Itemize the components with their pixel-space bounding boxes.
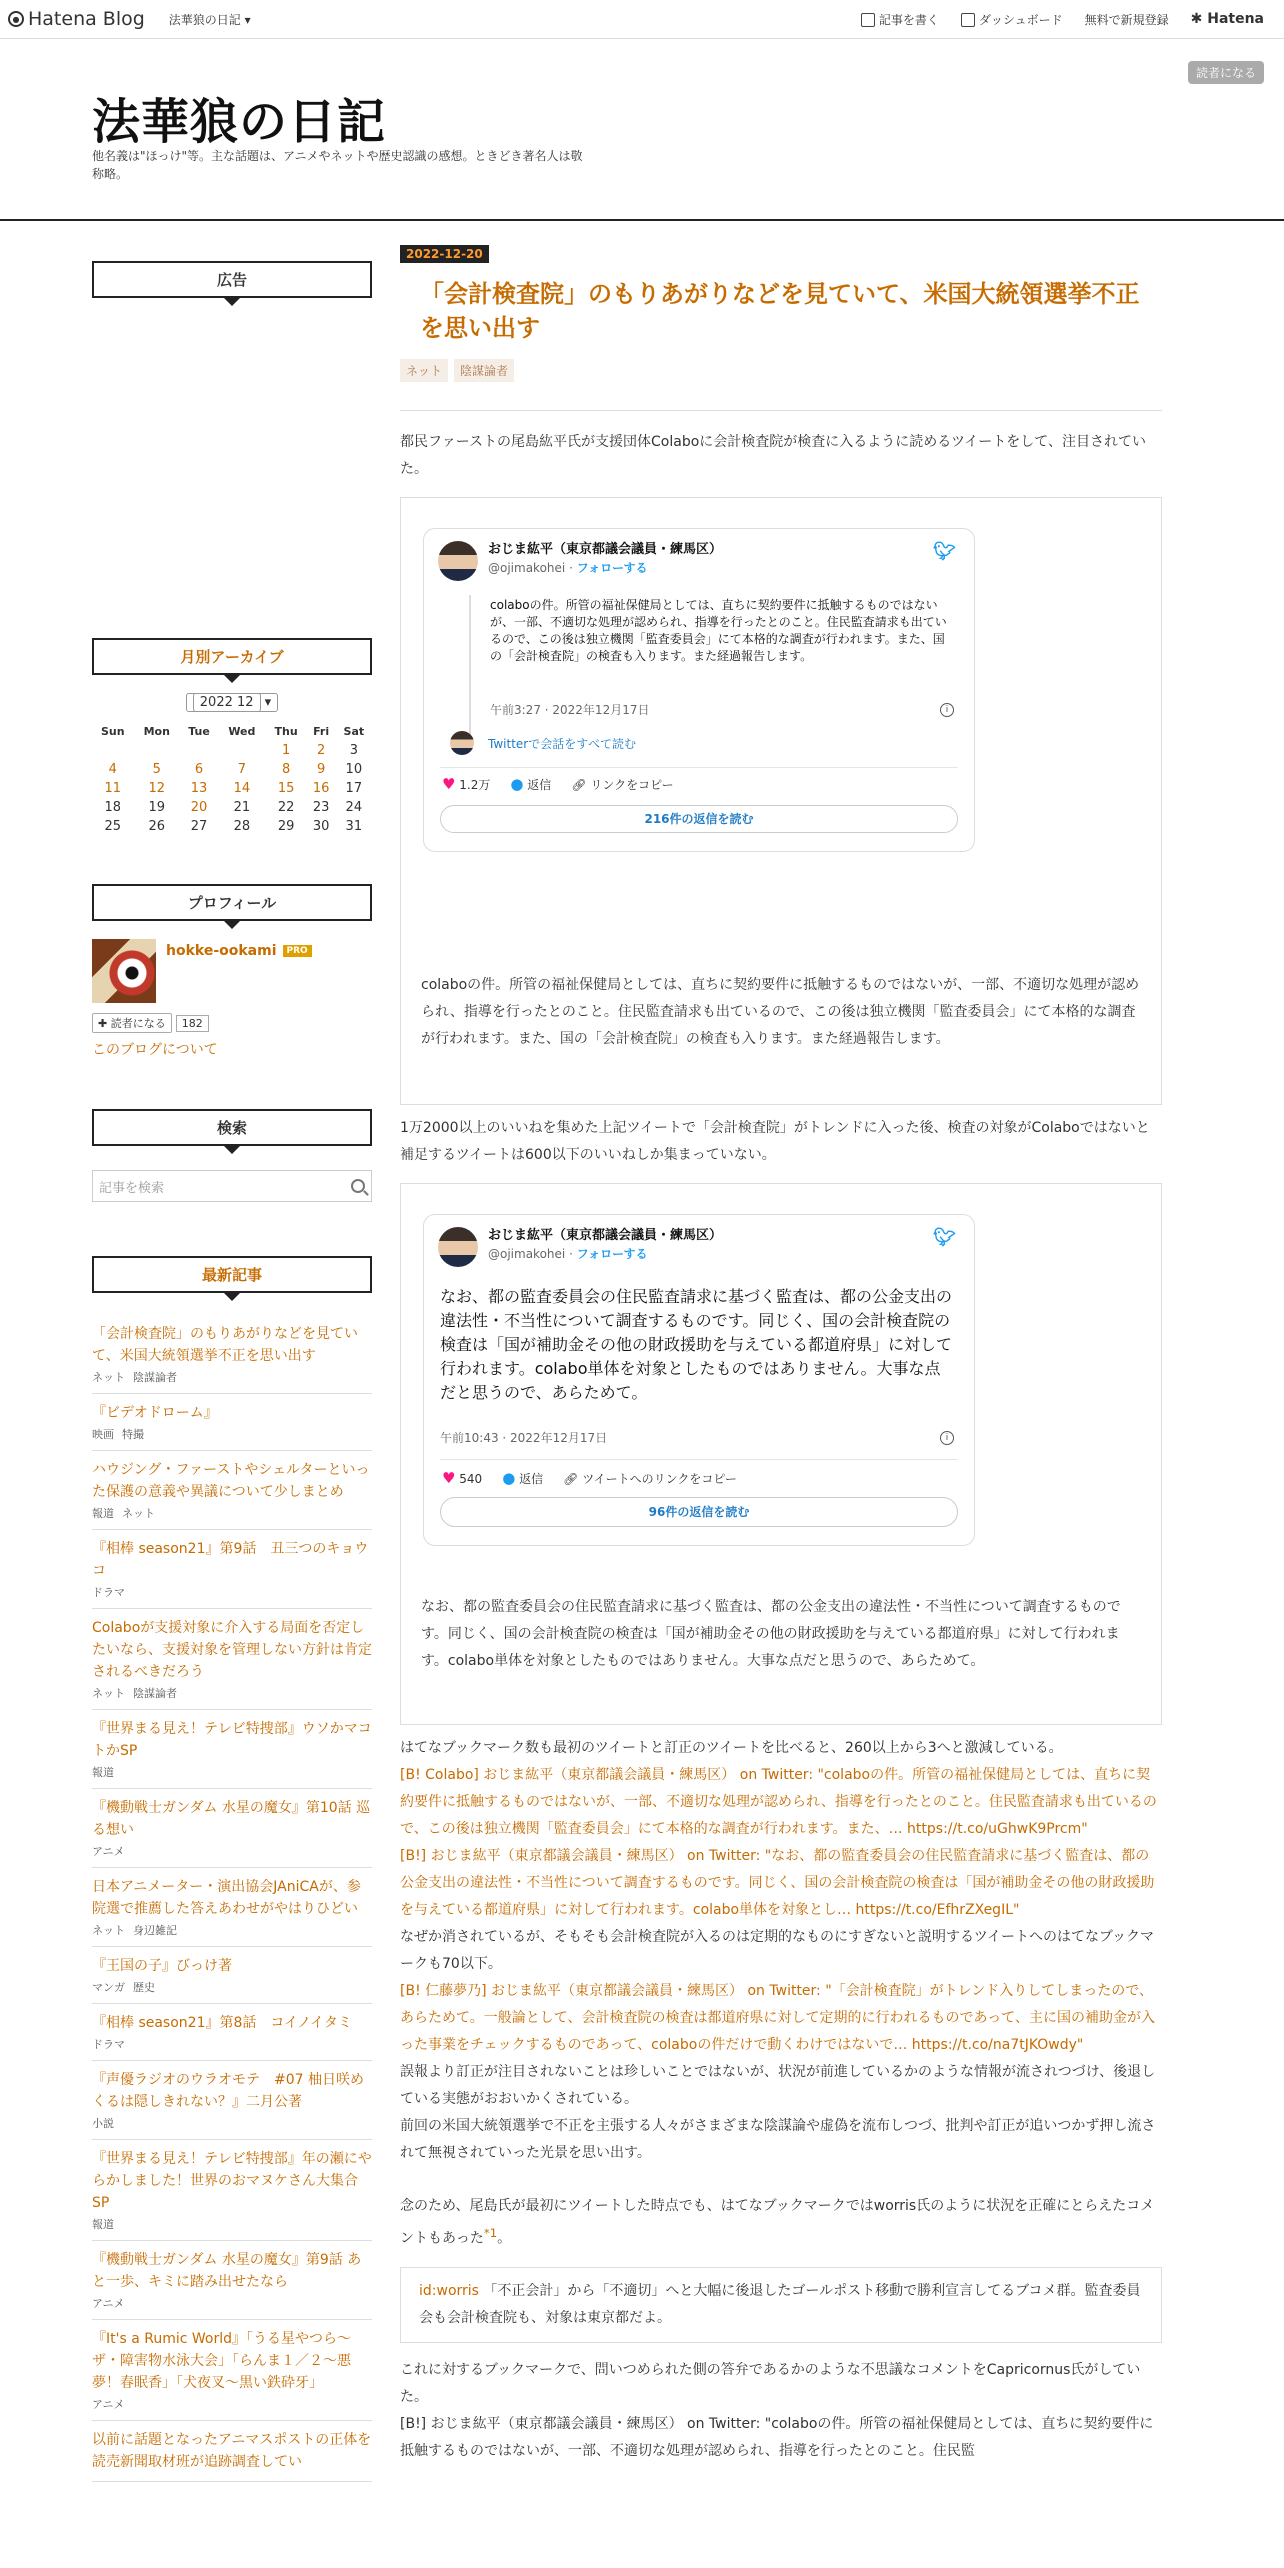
recent-item bbox=[92, 1789, 372, 1868]
calendar-day bbox=[218, 741, 266, 760]
profile-heading: プロフィール bbox=[92, 884, 372, 921]
calendar-day: 28 bbox=[233, 819, 251, 834]
info-icon[interactable]: i bbox=[940, 1431, 954, 1445]
calendar-day-link[interactable]: 15 bbox=[277, 781, 295, 796]
divider bbox=[440, 767, 958, 768]
blog-description: 他名義は"ほっけ"等。主な話題は、アニメやネットや歴史認識の感想。ときどき著名人は敬称略。 bbox=[92, 149, 583, 181]
paragraph: 誤報より訂正が注目されないことは珍しいことではないが、状況が前進しているかのような情報が流されつづけ、後退している実態がおおいかくされている。 bbox=[400, 2064, 1156, 2107]
twitter-bird-icon[interactable]: 🐦︎ bbox=[933, 1227, 956, 1248]
dashboard-button[interactable] bbox=[961, 11, 1063, 28]
recent-item-title[interactable]: 『世界まる見え！テレビ特捜部』年の瀬にやらかしました！世界のおマヌケさん大集合SP bbox=[92, 2151, 372, 2211]
calendar-day: 27 bbox=[190, 819, 208, 834]
search-icon[interactable] bbox=[351, 1179, 365, 1193]
recent-item-categories bbox=[92, 2036, 372, 2052]
calendar-day-link[interactable]: 6 bbox=[194, 762, 204, 777]
paragraph: 1万2000以上のいいねを集めた上記ツイートで「会計検査院」がトレンドに入った後、検査の対象がColaboではないと補足するツイートは600以下のいいねしか集まっていない。 bbox=[400, 1120, 1150, 1163]
calendar-day bbox=[134, 741, 180, 760]
recent-list bbox=[92, 1315, 372, 2482]
calendar-day: 26 bbox=[148, 819, 166, 834]
tweet-header bbox=[424, 529, 974, 581]
calendar-day: 23 bbox=[312, 800, 330, 815]
recent-item bbox=[92, 1609, 372, 1710]
recent-item-title[interactable]: 『世界まる見え！テレビ特捜部』ウソかマコトかSP bbox=[92, 1721, 372, 1759]
archive-select[interactable]: 2022 12 ▾ bbox=[92, 695, 372, 710]
calendar-day-link[interactable]: 7 bbox=[237, 762, 246, 777]
category-link[interactable]: ドラマ bbox=[92, 2038, 125, 2051]
calendar bbox=[92, 722, 372, 836]
read-replies-button[interactable]: 96件の返信を読む bbox=[440, 1497, 958, 1527]
recent-item bbox=[92, 2004, 372, 2061]
tweet-time[interactable]: 午前3:27 · 2022年12月17日 bbox=[490, 703, 650, 717]
reply-label: 返信 bbox=[527, 778, 552, 792]
signup-link[interactable]: 無料で新規登録 bbox=[1084, 12, 1169, 27]
like-button[interactable] bbox=[442, 1469, 482, 1487]
recent-item-categories bbox=[92, 1369, 372, 1385]
calendar-day-header: Sat bbox=[343, 725, 365, 738]
tweet-handle-row: @ojimakohei · フォローする bbox=[488, 561, 648, 575]
calendar-day: 17 bbox=[345, 781, 363, 796]
recent-item bbox=[92, 2320, 372, 2421]
paragraph: はてなブックマーク数も最初のツイートと訂正のツイートを比べると、260以上から3へと激減している。 bbox=[400, 1740, 1063, 1756]
recent-item bbox=[92, 1710, 372, 1789]
user-id-link[interactable]: id:worris bbox=[419, 2282, 479, 2299]
recent-item-categories bbox=[92, 1685, 372, 1701]
recent-item-categories bbox=[92, 1979, 372, 1995]
category-link[interactable]: 小説 bbox=[92, 2117, 114, 2130]
recent-item-categories bbox=[92, 2115, 372, 2131]
tweet-handle[interactable]: @ojimakohei bbox=[488, 561, 566, 575]
search-heading: 検索 bbox=[92, 1109, 372, 1146]
comment-text: 「不正会計」から「不適切」へと大幅に後退したゴールポスト移動で勝利宣言してるブコメ群。監査委員会も会計検査院も、対象は東京都だよ。 bbox=[419, 2282, 1141, 2326]
calendar-day-link[interactable]: 13 bbox=[190, 781, 208, 796]
paragraph bbox=[400, 2193, 1162, 2253]
calendar-day-link[interactable]: 14 bbox=[233, 781, 251, 796]
avatar[interactable] bbox=[92, 939, 156, 1003]
tweet-quote: colaboの件。所管の福祉保健局としては、直ちに契約要件に抵触するものではないが、一部、不適切な処理が認められ、指導を行ったとのこと。住民監査請求も出ているので、この後は独立機関「監査委員会」にて本格的な調査が行われます。また、国の「会計検査院」の検査も入ります。また経過報告します。 bbox=[421, 977, 1140, 1047]
follow-label: 読者になる bbox=[110, 1017, 166, 1030]
recent-item-categories bbox=[92, 2396, 372, 2412]
thread-line bbox=[469, 595, 471, 745]
recent-item-title[interactable]: Colaboが支援対象に介入する局面を否定したいなら、支援対象を管理しない方針は肯定されるべきだろう bbox=[92, 1620, 372, 1680]
calendar-day-header: Mon bbox=[143, 725, 170, 738]
blog-menu[interactable]: 法華狼の日記 ▾ bbox=[168, 12, 251, 27]
calendar-day-link[interactable]: 2 bbox=[316, 743, 326, 758]
tweet-text: なお、都の監査委員会の住民監査請求に基づく監査は、都の公金支出の違法性・不当性について調査するものです。同じく、国の会計検査院の検査は「国が補助金その他の財政援助を与えている都道府県」に対して行われます。colabo単体を対象としたものではありません。大事な点だと思うので、あらためて。 bbox=[440, 1287, 953, 1402]
calendar-day-link[interactable]: 16 bbox=[312, 781, 330, 796]
recent-item-categories bbox=[92, 1843, 372, 1859]
follower-count: 182 bbox=[176, 1015, 209, 1032]
hatena-logo-icon: ● bbox=[8, 11, 24, 27]
tweet-author-name[interactable]: おじま紘平（東京都議会議員・練馬区） bbox=[488, 1228, 723, 1243]
tweet-author-name[interactable]: おじま紘平（東京都議会議員・練馬区） bbox=[488, 542, 723, 557]
tweet-quote: なお、都の監査委員会の住民監査請求に基づく監査は、都の公金支出の違法性・不当性について調査するものです。同じく、国の会計検査院の検査は「国が補助金その他の財政援助を与えている都道府県」に対して行われます。colabo単体を対象としたものではありません。大事な点だと思うので、あらためて。 bbox=[421, 1599, 1121, 1669]
tweet-card[interactable] bbox=[423, 1214, 975, 1546]
tweet-follow-link[interactable]: フォローする bbox=[576, 561, 648, 575]
calendar-day: 10 bbox=[345, 762, 363, 777]
category-link[interactable]: ネット bbox=[122, 1507, 155, 1520]
recent-item bbox=[92, 1868, 372, 1947]
tweet-embed bbox=[400, 497, 1162, 1105]
avatar[interactable] bbox=[438, 541, 478, 581]
bookmark-link[interactable]: [B! 仁藤夢乃] おじま紘平（東京都議会議員・練馬区） on Twitter: "「会計検査院」がトレンド入りしてしまったので、あらためて。一般論として、会計検査院の検査は都道府県に対して定期的に行われるものであって、主に国の補助金が入った事業をチェックするものであって、colaboの件だけで動くわけではないで… https://t.co/na7tJKOwdy" bbox=[400, 1983, 1156, 2053]
tweet-actions bbox=[424, 1469, 755, 1487]
recent-item-title[interactable]: 『相棒 season21』第9話 丑三つのキョウコ bbox=[92, 1541, 369, 1579]
avatar[interactable] bbox=[438, 1227, 478, 1267]
calendar-day: 3 bbox=[349, 743, 358, 758]
follow-row bbox=[92, 1013, 372, 1033]
info-icon[interactable]: i bbox=[940, 703, 954, 717]
category-link[interactable]: 特撮 bbox=[122, 1428, 144, 1441]
copy-link-label: リンクをコピー bbox=[590, 777, 674, 792]
calendar-day: 30 bbox=[312, 819, 330, 834]
recent-item bbox=[92, 2140, 372, 2241]
reply-label: 返信 bbox=[519, 1472, 544, 1486]
category-link[interactable]: アニメ bbox=[92, 2297, 125, 2310]
recent-item-title[interactable]: 日本アニメーター・演出協会JAniCAが、参院選で推薦した答えあわせがやはりひどい bbox=[92, 1879, 361, 1917]
recent-item bbox=[92, 1315, 372, 1394]
calendar-day: 31 bbox=[345, 819, 363, 834]
blog-title[interactable]: 法華狼の日記 bbox=[92, 94, 387, 150]
about-link[interactable]: このブログについて bbox=[92, 1042, 218, 1058]
link-icon: 🔗︎ bbox=[571, 777, 587, 792]
profile-name: hokke-ookami bbox=[166, 943, 277, 959]
divider bbox=[440, 1459, 958, 1460]
paragraph-text: 念のため、尾島氏が最初にツイートした時点でも、はてなブックマークではworris氏のように状況を正確にとらえたコメントもあった bbox=[400, 2198, 1155, 2247]
category-link[interactable]: 報道 bbox=[92, 1766, 114, 1779]
like-count: 1.2万 bbox=[459, 778, 491, 792]
reply-button[interactable] bbox=[502, 1469, 543, 1487]
category-link[interactable]: アニメ bbox=[92, 1845, 125, 1858]
write-label: 記事を書く bbox=[878, 12, 939, 27]
dashboard-icon bbox=[961, 13, 975, 27]
category-link[interactable]: 陰謀論者 bbox=[133, 1371, 177, 1384]
write-article-button[interactable] bbox=[861, 11, 939, 28]
dashboard-label: ダッシュボード bbox=[978, 12, 1063, 27]
category-link[interactable]: ネット bbox=[92, 1371, 125, 1384]
hatena-label: Hatena bbox=[1207, 11, 1264, 27]
recent-item bbox=[92, 2421, 372, 2482]
tweet-time[interactable]: 午前10:43 · 2022年12月17日 bbox=[440, 1431, 608, 1445]
recent-item-title[interactable]: 『機動戦士ガンダム 水星の魔女』第10話 巡る想い bbox=[92, 1800, 371, 1838]
calendar-day-header: Wed bbox=[228, 725, 256, 738]
search-placeholder: 記事を検索 bbox=[99, 1180, 165, 1196]
calendar-day-link[interactable]: 4 bbox=[108, 762, 117, 777]
tweet-author bbox=[488, 541, 722, 577]
paragraph: これに対するブックマークで、問いつめられた側の答弁であるかのような不思議なコメントをCapricornus氏がしていた。 bbox=[400, 2361, 1141, 2405]
recent-item-categories bbox=[92, 1764, 372, 1780]
recent-item-categories bbox=[92, 1426, 372, 1442]
calendar-day: 25 bbox=[104, 819, 122, 834]
recent-item bbox=[92, 1530, 372, 1609]
read-replies-button[interactable]: 216件の返信を読む bbox=[440, 805, 958, 833]
tweet-actions bbox=[424, 775, 692, 793]
blog-header bbox=[0, 39, 1284, 221]
recent-item-categories bbox=[92, 1584, 372, 1600]
heart-icon: ♥ bbox=[442, 1469, 456, 1487]
bookmark-comment bbox=[400, 2267, 1162, 2343]
footnote-link[interactable]: *1 bbox=[483, 2226, 498, 2240]
subscribe-button[interactable]: 読者になる bbox=[1188, 61, 1264, 84]
article-title[interactable]: 「会計検査院」のもりあがりなどを見ていて、米国大統領選挙不正を思い出す bbox=[420, 280, 1140, 342]
archive-heading: 月別アーカイブ bbox=[92, 638, 372, 675]
pencil-icon bbox=[861, 13, 875, 27]
category-link[interactable]: マンガ bbox=[92, 1981, 125, 1994]
blog-menu-label: 法華狼の日記 bbox=[168, 12, 241, 27]
tweet-header bbox=[424, 1215, 974, 1267]
recent-item-title[interactable]: 『相棒 season21』第8話 コイノイタミ bbox=[92, 2015, 352, 2031]
article-tags bbox=[400, 359, 1162, 382]
article-date[interactable]: 2022-12-20 bbox=[400, 245, 489, 263]
calendar-day-link[interactable]: 20 bbox=[190, 800, 208, 815]
calendar-day-link[interactable]: 8 bbox=[281, 762, 291, 777]
calendar-day: 18 bbox=[104, 800, 122, 815]
recent-item-title[interactable]: 『It's a Rumic World』「うる星やつら～ザ・障害物水泳大会」「らんま１／２～悪夢！春眠香」「犬夜叉～黒い鉄砕牙」 bbox=[92, 2331, 352, 2391]
recent-heading: 最新記事 bbox=[92, 1256, 372, 1293]
category-link[interactable]: ドラマ bbox=[92, 1586, 125, 1599]
bookmark-link[interactable]: [B!] おじま紘平（東京都議会議員・練馬区） on Twitter: "なお、都の監査委員会の住民監査請求に基づく監査は、都の公金支出の違法性・不当性について調査するものです。同じく、国の会計検査院の検査は「国が補助金その他の財政援助を与えている都道府県」に対して行われます。colabo単体を対象とし… https://t.co/EfhrZXegIL" bbox=[400, 1848, 1155, 1918]
recent-item-categories bbox=[92, 1505, 372, 1521]
recent-item-title[interactable]: ハウジング・ファーストやシェルターといった保護の意義や異議について少しまとめ bbox=[92, 1462, 370, 1500]
tweet-author bbox=[488, 1227, 722, 1263]
article bbox=[400, 243, 1162, 2465]
paragraph: 都民ファーストの尾島紘平氏が支援団体Colaboに会計検査院が検査に入るように読めるツイートをして、注目されていた。 bbox=[400, 434, 1147, 477]
bookmark-section bbox=[400, 1735, 1162, 2167]
calendar-day: 24 bbox=[345, 800, 363, 815]
category-link[interactable]: 報道 bbox=[92, 2218, 114, 2231]
hatena-blog-logo[interactable] bbox=[8, 8, 145, 30]
calendar-day-header: Sun bbox=[100, 725, 125, 738]
calendar-day-link[interactable]: 9 bbox=[316, 762, 326, 777]
calendar-day: 29 bbox=[277, 819, 295, 834]
recent-item bbox=[92, 1451, 372, 1530]
profile bbox=[92, 939, 372, 1003]
recent-item-categories bbox=[92, 2295, 372, 2311]
recent-item-categories bbox=[92, 1922, 372, 1938]
calendar-day-link[interactable]: 12 bbox=[148, 781, 166, 796]
category-link[interactable]: 陰謀論者 bbox=[133, 1687, 177, 1700]
recent-item-title[interactable]: 「会計検査院」のもりあがりなどを見ていて、米国大統領選挙不正を思い出す bbox=[92, 1326, 358, 1364]
archive-select-value: 2022 12 bbox=[193, 693, 261, 712]
tag-net[interactable]: ネット bbox=[400, 359, 448, 382]
tweet-text: colaboの件。所管の福祉保健局としては、直ちに契約要件に抵触するものではないが、一部、不適切な処理が認められ、指導を行ったとのこと。住民監査請求も出ているので、この後は独立機関「監査委員会」にて本格的な調査が行われます。また、国の「会計検査院」の検査も入ります。また経過報告します。 bbox=[490, 598, 947, 663]
calendar-day: 21 bbox=[233, 800, 251, 815]
thread-link-label: Twitterで会話をすべて読む bbox=[488, 736, 636, 751]
ad-heading: 広告 bbox=[92, 261, 372, 298]
global-header bbox=[0, 0, 1284, 39]
tweet-handle[interactable]: @ojimakohei bbox=[488, 1247, 566, 1261]
follow-button[interactable]: ✚ 読者になる bbox=[92, 1013, 172, 1033]
divider bbox=[400, 410, 1162, 411]
copy-link-label: ツイートへのリンクをコピー bbox=[582, 1471, 737, 1486]
calendar-day-header: Fri bbox=[313, 725, 330, 738]
logo-text: Hatena Blog bbox=[28, 8, 145, 30]
sidebar bbox=[92, 261, 372, 2482]
recent-item bbox=[92, 2241, 372, 2320]
recent-item bbox=[92, 1394, 372, 1451]
category-link[interactable]: 映画 bbox=[92, 1428, 114, 1441]
recent-item-title[interactable]: 『王国の子』びっけ著 bbox=[92, 1958, 232, 1974]
tweet-handle-row: @ojimakohei · フォローする bbox=[488, 1247, 648, 1261]
recent-item-title[interactable]: 『ビデオドローム』 bbox=[92, 1405, 218, 1421]
like-button[interactable] bbox=[442, 775, 490, 793]
category-link[interactable]: ネット bbox=[92, 1924, 125, 1937]
hatena-link[interactable]: ✱ Hatena bbox=[1190, 11, 1264, 27]
category-link[interactable]: ネット bbox=[92, 1687, 125, 1700]
calendar-day-link[interactable]: 1 bbox=[281, 743, 291, 758]
paragraph: なぜか消されているが、そもそも会計検査院が入るのは定期的なものにすぎないと説明するツイートへのはてなブックマークも70以下。 bbox=[400, 1929, 1155, 1972]
reply-button[interactable] bbox=[510, 775, 551, 793]
category-link[interactable]: 歴史 bbox=[133, 1981, 155, 1994]
heart-icon: ♥ bbox=[442, 775, 456, 793]
recent-item-categories bbox=[92, 2216, 372, 2232]
recent-item-title[interactable]: 以前に話題となったアニマスポストの正体を読売新聞取材班が追跡調査してい bbox=[92, 2432, 372, 2470]
calendar-day-link[interactable]: 11 bbox=[104, 781, 122, 796]
recent-item bbox=[92, 1947, 372, 2004]
copy-link-button[interactable] bbox=[571, 776, 673, 793]
reply-icon: ● bbox=[502, 1469, 516, 1487]
tag-conspiracy[interactable]: 陰謀論者 bbox=[454, 359, 514, 382]
link-icon: 🔗︎ bbox=[563, 1471, 579, 1486]
tweet-follow-link[interactable]: フォローする bbox=[576, 1247, 648, 1261]
category-link[interactable]: 身辺雑記 bbox=[133, 1924, 177, 1937]
recent-item-title[interactable]: 『声優ラジオのウラオモテ #07 柚日咲めくるは隠しきれない？』二月公著 bbox=[92, 2072, 364, 2110]
paragraph-end: 。 bbox=[497, 2230, 512, 2247]
category-link[interactable]: 報道 bbox=[92, 1507, 114, 1520]
calendar-day: 19 bbox=[148, 800, 166, 815]
reply-icon: ● bbox=[510, 775, 524, 793]
avatar bbox=[450, 731, 474, 755]
calendar-day-link[interactable]: 5 bbox=[152, 762, 161, 777]
tweet-card[interactable] bbox=[423, 528, 975, 852]
like-count: 540 bbox=[459, 1472, 483, 1486]
bookmark-link[interactable]: [B!] おじま紘平（東京都議会議員・練馬区） on Twitter: "colaboの件。所管の福祉保健局としては、直ちに契約要件に抵触するものではないが、一部、不適切な処理が認められ、指導を行ったとのこと。住民監 bbox=[400, 2415, 1154, 2459]
calendar-day bbox=[180, 741, 218, 760]
calendar-day-header: Thu bbox=[274, 725, 298, 738]
twitter-bird-icon[interactable]: 🐦︎ bbox=[933, 541, 956, 562]
calendar-day: 22 bbox=[277, 800, 295, 815]
thread-link[interactable] bbox=[450, 731, 636, 755]
search-input[interactable] bbox=[92, 1170, 372, 1202]
pro-badge: PRO bbox=[283, 945, 312, 957]
calendar-day bbox=[92, 741, 134, 760]
category-link[interactable]: アニメ bbox=[92, 2398, 125, 2411]
paragraph: 前回の米国大統領選挙で不正を主張する人々がさまざまな陰謀論や虚偽を流布しつづ、批判や訂正が追いつかず押し流されて無視されていった光景を思い出す。 bbox=[400, 2118, 1156, 2161]
recent-item-title[interactable]: 『機動戦士ガンダム 水星の魔女』第9話 あと一歩、キミに踏み出せたなら bbox=[92, 2252, 362, 2290]
bookmark-link[interactable]: [B! Colabo] おじま紘平（東京都議会議員・練馬区） on Twitter: "colaboの件。所管の福祉保健局としては、直ちに契約要件に抵触するものではないが、一部、不適切な処理が認められ、指導を行ったとのこと。住民監査請求も出ているので、この後は独立機関「監査委員会」にて本格的な調査が行われます。また、… https://t.co/uGhwK9Prcm" bbox=[400, 1767, 1157, 1837]
recent-item bbox=[92, 2061, 372, 2140]
profile-name-link[interactable] bbox=[166, 943, 312, 959]
tweet-embed bbox=[400, 1183, 1162, 1725]
copy-link-button[interactable] bbox=[563, 1470, 737, 1487]
calendar-day-header: Tue bbox=[188, 725, 210, 738]
